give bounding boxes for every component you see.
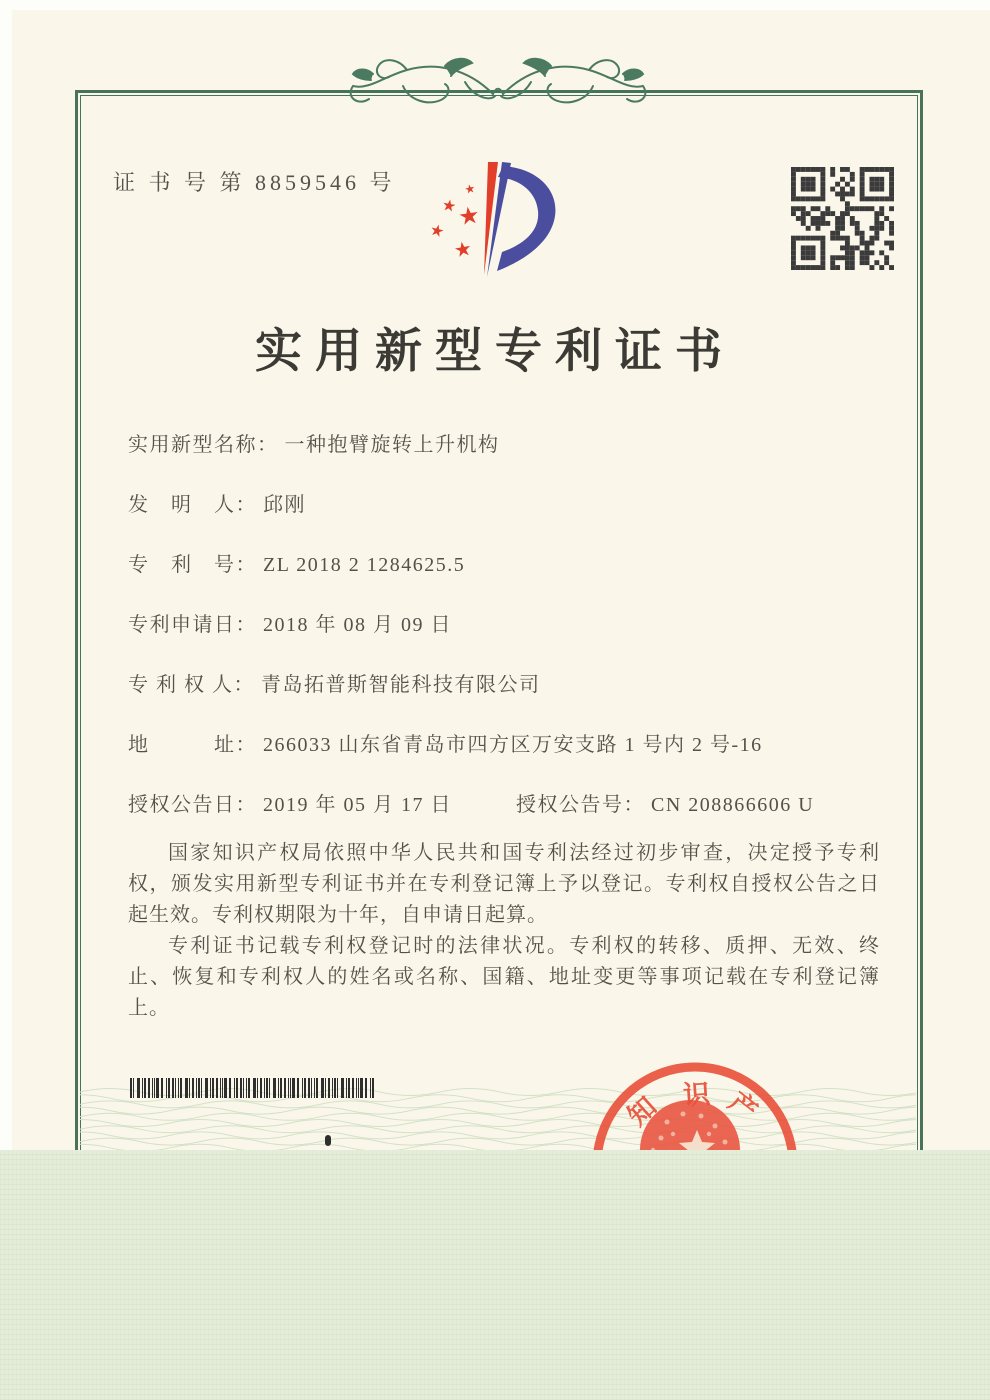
- svg-text:★: ★: [451, 235, 474, 263]
- field-grant-date-and-number: [128, 788, 918, 817]
- field-label: 地 址：: [128, 734, 257, 756]
- field-label: 专 利 号：: [128, 554, 257, 576]
- field-address: [128, 728, 918, 757]
- legal-paragraph-2: 专利证书记载专利权登记时的法律状况。专利权的转移、质押、无效、终止、恢复和专利权人的姓名或名称、国籍、地址变更等事项记载在专利登记簿上。: [128, 935, 880, 1019]
- certificate-title: 实用新型专利证书: [255, 326, 735, 378]
- certificate-number: 证 书 号 第 8859546 号: [113, 170, 396, 195]
- seal-character: 产: [723, 1086, 763, 1127]
- field-filing-date: [128, 608, 918, 637]
- field-label: 授权公告日：: [128, 794, 257, 816]
- scan-speck: [325, 1135, 331, 1146]
- field-patent-number: [128, 548, 918, 577]
- svg-text:★: ★: [427, 219, 447, 242]
- field-value: ZL 2018 2 1284625.5: [263, 554, 466, 576]
- svg-text:★: ★: [440, 194, 458, 217]
- field-label: 实用新型名称：: [128, 434, 279, 456]
- svg-text:★: ★: [463, 181, 477, 197]
- seal-character: 知: [622, 1091, 663, 1132]
- seal-character: 识: [682, 1079, 712, 1111]
- barcode: [130, 1078, 378, 1098]
- bottom-green-band: [0, 1150, 990, 1400]
- grant-number-label: 授权公告号：: [516, 794, 645, 816]
- field-label: 专 利 权 人：: [128, 674, 255, 696]
- field-value: 青岛拓普斯智能科技有限公司: [261, 674, 541, 696]
- field-inventor: [128, 488, 918, 517]
- field-label: 专利申请日：: [128, 614, 257, 636]
- field-value: 邱刚: [263, 494, 306, 516]
- field-patentee: [128, 668, 918, 697]
- field-value: 一种抱臂旋转上升机构: [284, 434, 500, 456]
- cnipa-logo-icon: [425, 148, 585, 293]
- svg-text:★: ★: [456, 200, 482, 232]
- legal-text: [128, 838, 880, 1024]
- field-value: 2019 年 05 月 17 日: [263, 794, 452, 816]
- field-label: 发 明 人：: [128, 494, 257, 516]
- field-value: 2018 年 08 月 09 日: [263, 614, 452, 636]
- field-utility-model-name: [128, 428, 918, 457]
- legal-paragraph-1: 国家知识产权局依照中华人民共和国专利法经过初步审查，决定授予专利权，颁发实用新型专利证书并在专利登记簿上予以登记。专利权自授权公告之日起生效。专利权期限为十年，自申请日起算。: [128, 842, 880, 926]
- grant-number-value: CN 208866606 U: [651, 794, 815, 816]
- dragon-ornament-icon: [343, 54, 653, 130]
- qr-code: [791, 167, 894, 270]
- field-value: 266033 山东省青岛市四方区万安支路 1 号内 2 号-16: [263, 734, 763, 756]
